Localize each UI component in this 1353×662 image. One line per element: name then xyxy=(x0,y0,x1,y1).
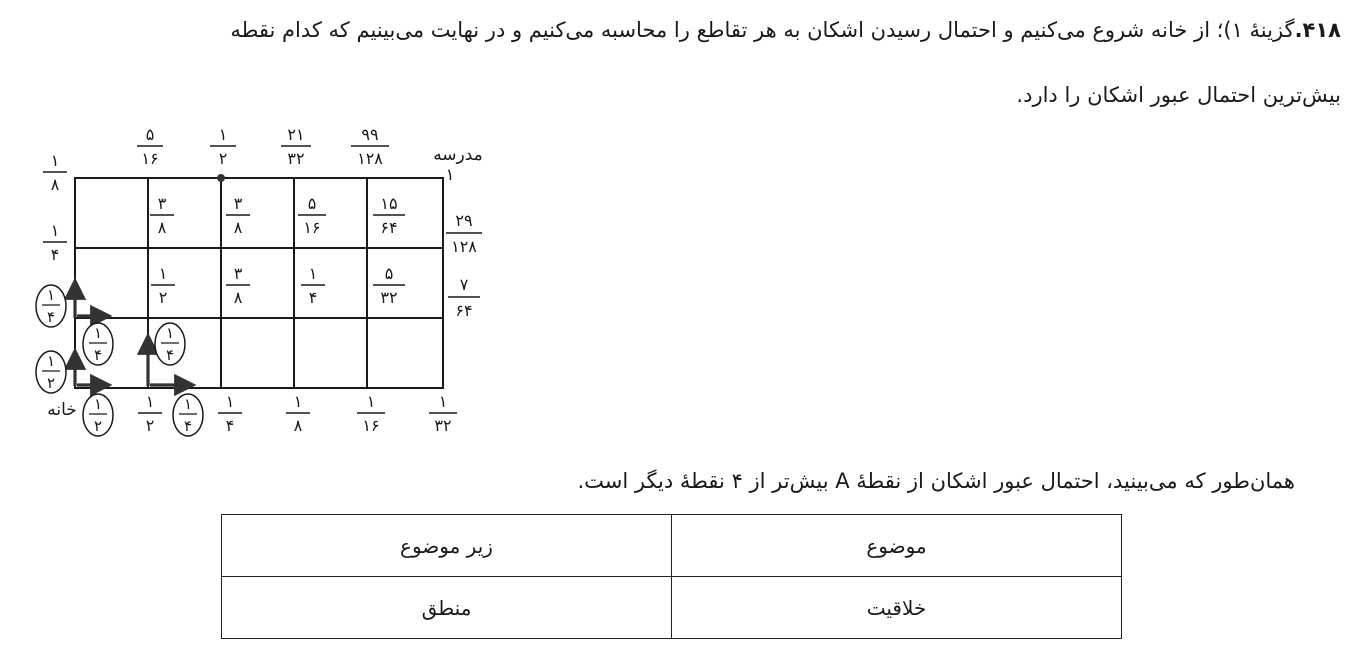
row1-fraction-3-den: ۱۶ xyxy=(303,218,321,237)
left-fraction-2 xyxy=(43,221,67,264)
right-fraction-2 xyxy=(448,275,480,320)
circled-fraction-1-den: ۴ xyxy=(46,308,56,326)
row1-fraction-1-den: ۸ xyxy=(157,218,167,237)
row2-fraction-3 xyxy=(301,264,325,307)
right-fraction-1-den: ۱۲۸ xyxy=(451,237,477,256)
circled-fraction-2-den: ۲ xyxy=(46,374,56,392)
circled-fraction-2-num: ۱ xyxy=(46,352,56,370)
point-a-marker xyxy=(217,174,225,182)
bottom-fraction-1-den: ۲ xyxy=(145,416,155,435)
row2-fraction-1-num: ۱ xyxy=(158,264,168,283)
topic-value: خلاقیت xyxy=(672,577,1122,639)
school-value: ۱ xyxy=(445,165,455,184)
row2-fraction-4-den: ۳۲ xyxy=(380,288,398,307)
left-fraction-1-num: ۱ xyxy=(50,151,60,170)
conclusion-text: همان‌طور که می‌بینید، احتمال عبور اشکان از نقطهٔ A بیش‌تر از ۴ نقطهٔ دیگر است. xyxy=(577,469,1295,493)
row1-fraction-2 xyxy=(226,194,250,237)
circled-fraction-4-num: ۱ xyxy=(165,324,175,342)
row1-fraction-3 xyxy=(298,194,326,237)
circled-fraction-1 xyxy=(36,285,66,327)
row1-fraction-4 xyxy=(373,194,405,237)
circled-fraction-3-num: ۱ xyxy=(93,324,103,342)
row2-fraction-3-den: ۴ xyxy=(308,288,318,307)
circled-fraction-6-den: ۴ xyxy=(183,417,193,435)
row1-fraction-3-num: ۵ xyxy=(307,194,317,213)
left-fraction-2-num: ۱ xyxy=(50,221,60,240)
topic-table xyxy=(221,514,1122,639)
top-fraction-2-num: ۱ xyxy=(218,125,228,144)
bottom-fraction-3 xyxy=(286,392,310,435)
topic-header: موضوع xyxy=(672,515,1122,577)
right-fraction-1-num: ۲۹ xyxy=(455,211,473,230)
top-fraction-3-den: ۳۲ xyxy=(287,149,305,168)
solution-text-1: گزینهٔ ۱)؛ از خانه شروع می‌کنیم و احتمال رسیدن اشکان به هر تقاطع را محاسبه می‌کنیم و در نهایت می‌بینیم که کدام نقطه xyxy=(230,18,1295,42)
top-fraction-1 xyxy=(137,125,163,168)
circled-fraction-3 xyxy=(83,323,113,365)
question-number: ۴۱۸. xyxy=(1294,18,1341,42)
row1-fraction-4-den: ۶۴ xyxy=(380,218,398,237)
top-fraction-1-num: ۵ xyxy=(145,125,155,144)
row2-fraction-2-num: ۳ xyxy=(233,264,243,283)
right-fraction-1 xyxy=(446,211,482,256)
bottom-fraction-3-num: ۱ xyxy=(293,392,303,411)
circled-fraction-4 xyxy=(155,323,185,365)
top-fraction-2-den: ۲ xyxy=(218,149,228,168)
row2-fraction-1-den: ۲ xyxy=(158,288,168,307)
left-fraction-1-den: ۸ xyxy=(50,175,60,194)
bottom-fraction-3-den: ۸ xyxy=(293,416,303,435)
circled-fraction-3-den: ۴ xyxy=(93,346,103,364)
left-fraction-2-den: ۴ xyxy=(50,245,60,264)
bottom-fraction-5-den: ۳۲ xyxy=(434,416,452,435)
row1-fraction-2-num: ۳ xyxy=(233,194,243,213)
circled-fraction-2 xyxy=(36,351,66,393)
bottom-fraction-5-num: ۱ xyxy=(438,392,448,411)
top-fraction-4-num: ۹۹ xyxy=(361,125,379,144)
row1-fraction-2-den: ۸ xyxy=(233,218,243,237)
left-fraction-1 xyxy=(43,151,67,194)
top-fraction-1-den: ۱۶ xyxy=(141,149,159,168)
table-row xyxy=(222,515,1122,577)
row1-fraction-1-num: ۳ xyxy=(157,194,167,213)
bottom-fraction-5 xyxy=(429,392,457,435)
solution-line-2: بیش‌ترین احتمال عبور اشکان را دارد. xyxy=(1016,83,1341,107)
row1-fraction-1 xyxy=(150,194,174,237)
row2-fraction-4 xyxy=(373,264,405,307)
circled-fraction-5-num: ۱ xyxy=(93,395,103,413)
bottom-fraction-1 xyxy=(138,392,162,435)
top-fraction-3-num: ۲۱ xyxy=(287,125,305,144)
subtopic-value: منطق xyxy=(222,577,672,639)
bottom-fraction-4-den: ۱۶ xyxy=(362,416,380,435)
home-label: خانه xyxy=(47,400,77,420)
table-row xyxy=(222,577,1122,639)
top-fraction-4 xyxy=(351,125,389,168)
bottom-fraction-4 xyxy=(357,392,385,435)
row2-fraction-3-num: ۱ xyxy=(308,264,318,283)
right-fraction-2-den: ۶۴ xyxy=(455,301,473,320)
top-fraction-2 xyxy=(210,125,236,168)
circled-fraction-5 xyxy=(83,394,113,436)
circled-fraction-1-num: ۱ xyxy=(46,286,56,304)
circled-fraction-6-num: ۱ xyxy=(183,395,193,413)
top-fraction-4-den: ۱۲۸ xyxy=(357,149,383,168)
row2-fraction-4-num: ۵ xyxy=(384,264,394,283)
row2-fraction-2 xyxy=(226,264,250,307)
row1-fraction-4-num: ۱۵ xyxy=(380,194,398,213)
school-label: مدرسه xyxy=(433,145,483,165)
row2-fraction-1 xyxy=(151,264,175,307)
bottom-fraction-2-den: ۴ xyxy=(225,416,235,435)
bottom-fraction-2-num: ۱ xyxy=(225,392,235,411)
bottom-fraction-1-num: ۱ xyxy=(145,392,155,411)
bottom-fraction-2 xyxy=(218,392,242,435)
subtopic-header: زیر موضوع xyxy=(222,515,672,577)
row2-fraction-2-den: ۸ xyxy=(233,288,243,307)
bottom-fraction-4-num: ۱ xyxy=(366,392,376,411)
circled-fraction-4-den: ۴ xyxy=(165,346,175,364)
right-fraction-2-num: ۷ xyxy=(459,275,469,294)
circled-fraction-5-den: ۲ xyxy=(93,417,103,435)
circled-fraction-6 xyxy=(173,394,203,436)
top-fraction-3 xyxy=(281,125,311,168)
